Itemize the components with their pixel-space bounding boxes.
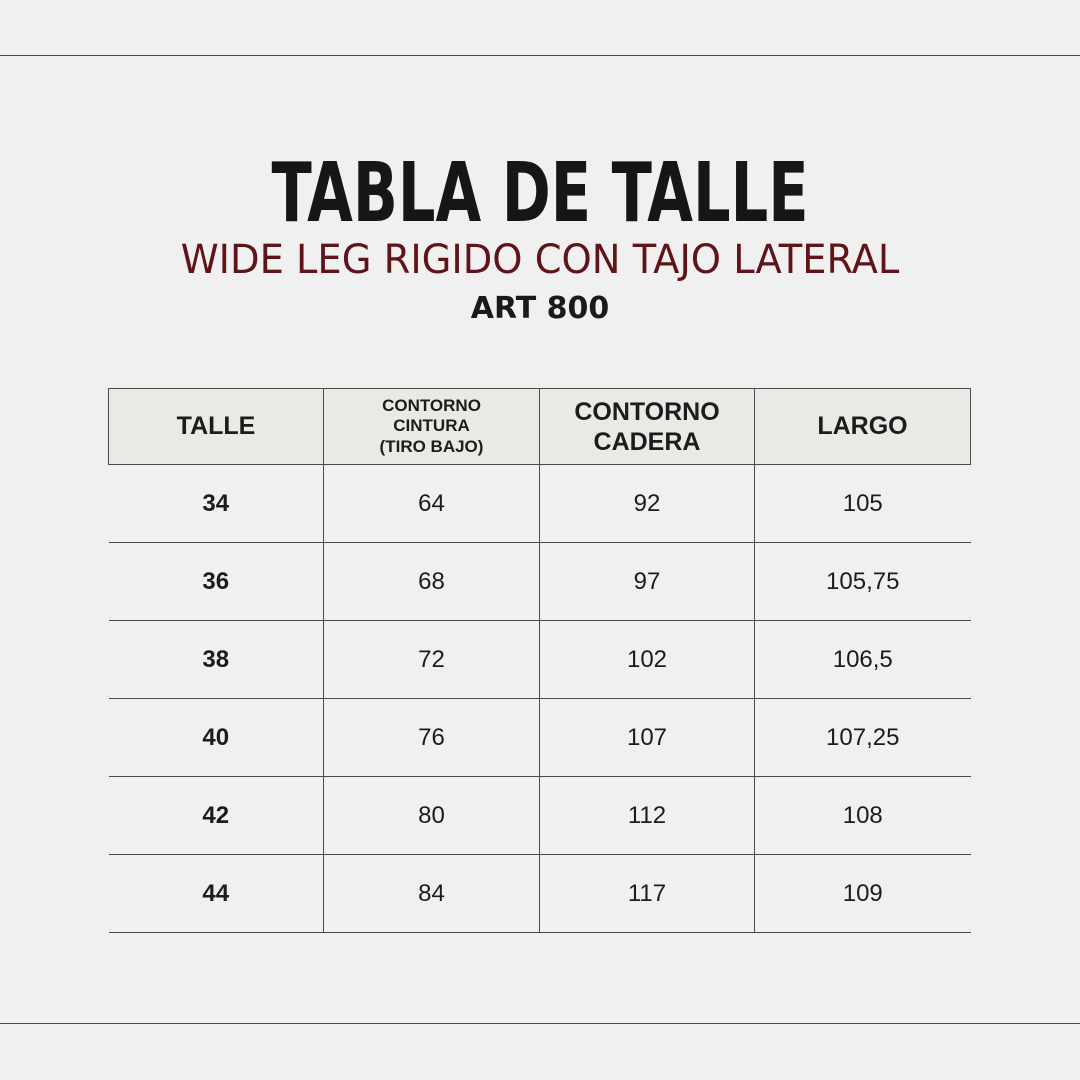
- table-header-row: [109, 389, 971, 465]
- table-row: [109, 855, 971, 933]
- bottom-divider: [0, 1023, 1080, 1024]
- table-row: [109, 621, 971, 699]
- cell-talle: 38: [109, 621, 324, 699]
- header-talle-label: TALLE: [176, 412, 256, 441]
- cell-largo: 105,75: [755, 543, 971, 621]
- cell-talle: 34: [109, 465, 324, 543]
- header-contorno-cadera: [540, 389, 755, 465]
- header-largo-label: LARGO: [817, 412, 908, 441]
- cell-cintura: 80: [324, 777, 540, 855]
- cell-talle: 36: [109, 543, 324, 621]
- cell-cadera: 102: [540, 621, 755, 699]
- cell-cintura: 72: [324, 621, 540, 699]
- cell-largo: 109: [755, 855, 971, 933]
- header-cadera-line-2: CADERA: [593, 427, 701, 456]
- top-divider: [0, 55, 1080, 56]
- table-row: [109, 777, 971, 855]
- header-talle: [109, 389, 324, 465]
- header-contorno-cintura: [324, 389, 540, 465]
- cell-largo: 108: [755, 777, 971, 855]
- table-row: [109, 543, 971, 621]
- cell-largo: 106,5: [755, 621, 971, 699]
- cell-talle: 44: [109, 855, 324, 933]
- table-row: [109, 699, 971, 777]
- article-number: ART 800: [470, 291, 610, 326]
- product-subtitle: WIDE LEG RIGIDO CON TAJO LATERAL: [180, 237, 900, 283]
- cell-cadera: 92: [540, 465, 755, 543]
- cell-cintura: 76: [324, 699, 540, 777]
- cell-talle: 42: [109, 777, 324, 855]
- cell-cadera: 117: [540, 855, 755, 933]
- size-table: [108, 388, 971, 933]
- cell-cintura: 84: [324, 855, 540, 933]
- page-title: TABLA DE TALLE: [271, 146, 809, 241]
- cell-cintura: 68: [324, 543, 540, 621]
- cell-cintura: 64: [324, 465, 540, 543]
- cell-cadera: 107: [540, 699, 755, 777]
- cell-cadera: 97: [540, 543, 755, 621]
- table-row: [109, 465, 971, 543]
- header-cintura-line-1: CONTORNO: [382, 395, 481, 415]
- header-largo: [755, 389, 971, 465]
- cell-talle: 40: [109, 699, 324, 777]
- header-cadera-line-1: CONTORNO: [574, 397, 720, 426]
- cell-cadera: 112: [540, 777, 755, 855]
- cell-largo: 105: [755, 465, 971, 543]
- cell-largo: 107,25: [755, 699, 971, 777]
- header-cintura-line-3: (TIRO BAJO): [379, 436, 484, 456]
- header-cintura-line-2: CINTURA: [393, 416, 470, 436]
